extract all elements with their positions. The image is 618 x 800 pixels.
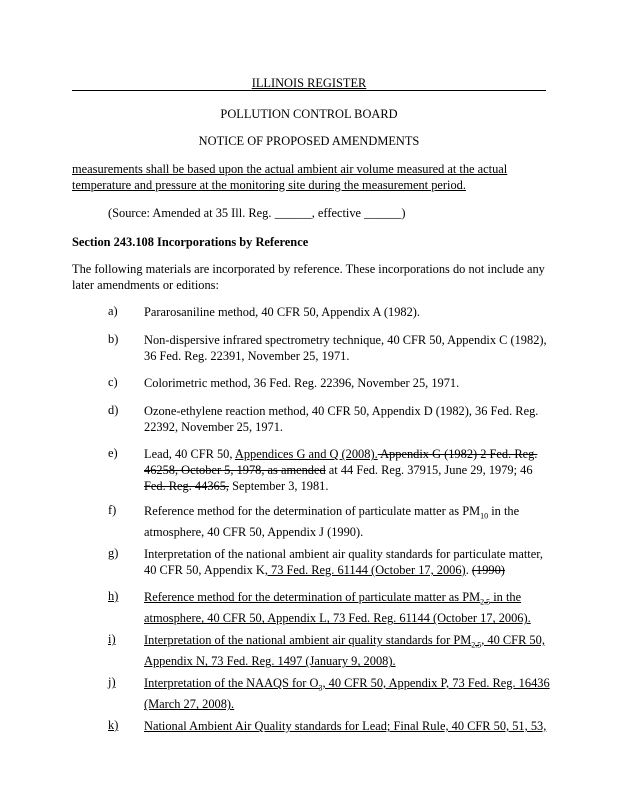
section-heading: Section 243.108 Incorporations by Reference xyxy=(72,235,309,249)
register-title: ILLINOIS REGISTER xyxy=(251,76,367,90)
header-rule xyxy=(72,90,546,91)
section-intro-2: later amendments or editions: xyxy=(72,278,219,292)
continuation-line-1: measurements shall be based upon the actual ambient air volume measured at the actual xyxy=(72,162,508,176)
section-intro-1: The following materials are incorporated by reference. These incorporations do not include any xyxy=(72,262,545,276)
source-note: (Source: Amended at 35 Ill. Reg. ______, effective ______) xyxy=(108,206,406,220)
notice-title: NOTICE OF PROPOSED AMENDMENTS xyxy=(198,134,420,148)
board-title: POLLUTION CONTROL BOARD xyxy=(220,107,398,121)
continuation-line-2: temperature and pressure at the monitoring site during the measurement period. xyxy=(72,178,466,192)
